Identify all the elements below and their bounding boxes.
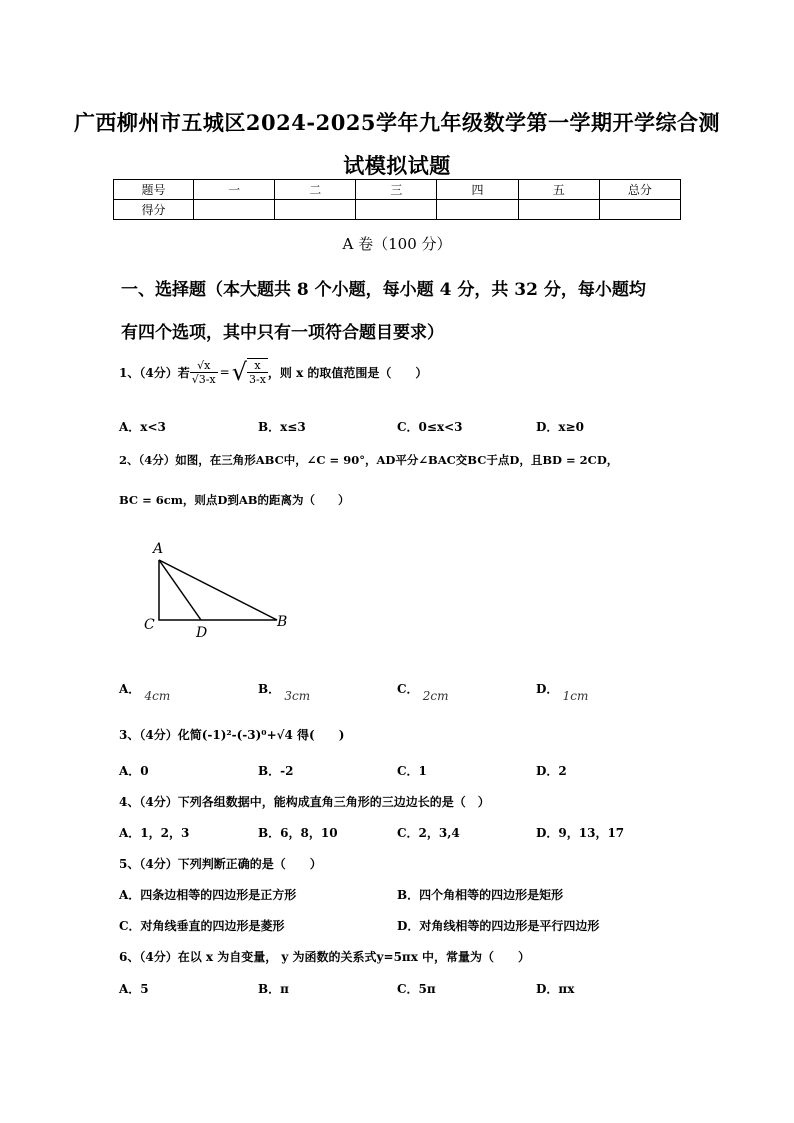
score-input-cell[interactable]	[356, 200, 437, 220]
score-table-header-row	[114, 180, 681, 200]
q1-option-d[interactable]: D．x≥0	[536, 420, 584, 434]
score-header-cell: 总分	[599, 180, 680, 200]
q4-option-b[interactable]: B．6，8，10	[258, 826, 338, 840]
question-2-line-2: BC = 6cm，则点D到AB的距离为（ ）	[119, 493, 350, 507]
question-4: 4、（4分）下列各组数据中，能构成直角三角形的三边边长的是（ ）	[119, 795, 490, 809]
q6-option-c[interactable]: C．5π	[397, 982, 436, 996]
question-1-prefix: 1、（4分）若	[119, 365, 190, 380]
score-input-cell[interactable]	[518, 200, 599, 220]
q2-option-c-letter: C．	[397, 682, 419, 696]
q4-option-c[interactable]: C．2，3,4	[397, 826, 460, 840]
q4-option-d[interactable]: D．9，13，17	[536, 826, 625, 840]
fig-label-b: B	[277, 614, 288, 630]
q2-option-a-value: 4cm	[144, 689, 171, 703]
score-table-score-row	[114, 200, 681, 220]
question-3: 3、（4分）化简(-1)²-(-3)⁰+√4 得( )	[119, 728, 345, 742]
score-header-cell: 一	[194, 180, 275, 200]
score-header-cell: 二	[275, 180, 356, 200]
fraction-2-numerator: x	[247, 359, 268, 373]
triangle-outline	[159, 560, 277, 620]
bisector-ad	[159, 560, 201, 620]
title-line-1: 广西柳州市五城区2024-2025学年九年级数学第一学期开学综合测	[73, 110, 721, 135]
score-header-cell: 三	[356, 180, 437, 200]
q5-option-b[interactable]: B．四个角相等的四边形是矩形	[397, 888, 564, 902]
section-a-heading: A 卷（100 分）	[342, 235, 452, 253]
q2-option-d-letter: D．	[536, 682, 559, 696]
question-6: 6、（4分）在以 x 为自变量， y 为函数的关系式y=5πx 中，常量为（ ）	[119, 950, 531, 964]
fraction-2	[247, 358, 268, 386]
triangle-figure	[140, 538, 300, 643]
score-input-cell[interactable]	[599, 200, 680, 220]
q2-option-b-value: 3cm	[284, 689, 311, 703]
fraction-1-denominator: √3-x	[191, 372, 216, 386]
score-table	[113, 179, 681, 220]
fraction-2-denominator: 3-x	[249, 373, 266, 386]
q3-option-b[interactable]: B．-2	[258, 764, 294, 778]
fig-label-c: C	[144, 617, 155, 633]
q5-option-d[interactable]: D．对角线相等的四边形是平行四边形	[397, 919, 600, 933]
q2-option-b-letter: B．	[258, 682, 281, 696]
q1-option-a[interactable]: A．x<3	[119, 420, 166, 434]
q2-option-c-value: 2cm	[422, 689, 449, 703]
question-5: 5、（4分）下列判断正确的是（ ）	[119, 857, 322, 871]
part-1-heading-line-1: 一、选择题（本大题共 8 个小题，每小题 4 分，共 32 分，每小题均	[121, 280, 646, 300]
q1-option-b[interactable]: B．x≤3	[258, 420, 306, 434]
score-header-cell: 四	[437, 180, 518, 200]
score-header-cell: 题号	[114, 180, 194, 200]
q6-option-a[interactable]: A．5	[119, 982, 149, 996]
score-input-cell[interactable]	[194, 200, 275, 220]
part-1-heading-line-2: 有四个选项，其中只有一项符合题目要求）	[121, 323, 444, 343]
q2-option-b[interactable]	[258, 680, 311, 703]
q2-option-d[interactable]	[536, 680, 589, 703]
equals-sign: =	[219, 365, 230, 379]
question-1-suffix: ，则 x 的取值范围是（ ）	[267, 365, 428, 380]
score-input-cell[interactable]	[437, 200, 518, 220]
q5-option-c[interactable]: C．对角线垂直的四边形是菱形	[119, 919, 285, 933]
q6-option-b[interactable]: B．π	[258, 982, 289, 996]
score-header-cell: 五	[518, 180, 599, 200]
question-2-line-1: 2、（4分）如图，在三角形ABC中，∠C = 90°，AD平分∠BAC交BC于点D，且BD = 2CD，	[119, 453, 619, 467]
question-1	[119, 358, 427, 386]
score-row-label: 得分	[114, 200, 194, 220]
q5-option-a[interactable]: A．四条边相等的四边形是正方形	[119, 888, 297, 902]
q1-option-c[interactable]: C．0≤x<3	[397, 420, 463, 434]
q4-option-a[interactable]: A．1，2，3	[119, 826, 190, 840]
q2-option-a-letter: A．	[119, 682, 141, 696]
q3-option-c[interactable]: C．1	[397, 764, 427, 778]
q6-option-d[interactable]: D．πx	[536, 982, 575, 996]
q2-option-d-value: 1cm	[562, 689, 589, 703]
q3-option-d[interactable]: D．2	[536, 764, 567, 778]
q2-option-c[interactable]	[397, 680, 449, 703]
q2-option-a[interactable]	[119, 680, 171, 703]
fraction-1-numerator: √x	[190, 359, 218, 373]
score-input-cell[interactable]	[275, 200, 356, 220]
fig-label-d: D	[196, 625, 208, 641]
sqrt-icon: √	[231, 358, 247, 386]
title-line-2: 试模拟试题	[343, 153, 451, 178]
fig-label-a: A	[153, 541, 164, 557]
fraction-1	[190, 359, 218, 386]
q3-option-a[interactable]: A．0	[119, 764, 149, 778]
